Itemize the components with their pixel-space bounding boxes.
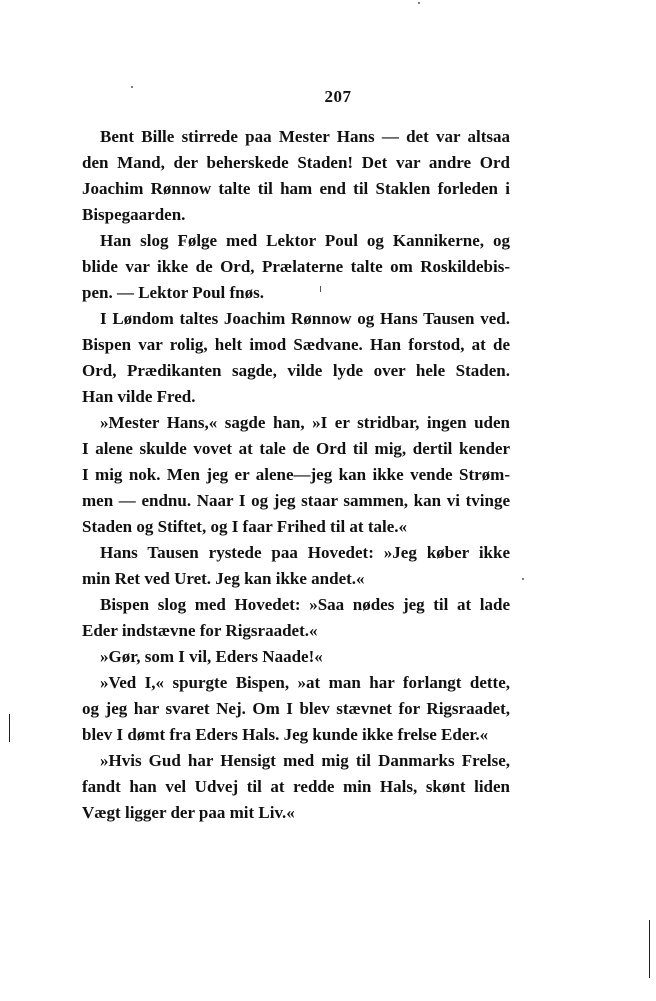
text-line: »Gør, som I vil, Eders Naade!« bbox=[100, 647, 323, 666]
text-line: den Mand, der beherskede Staden! Det var andre Ord bbox=[82, 153, 510, 172]
text-line: »Hvis Gud har Hensigt med mig til Danmarks Frelse, bbox=[100, 751, 510, 770]
text-line: I mig nok. Men jeg er alene—jeg kan ikke vende Strøm- bbox=[82, 465, 510, 484]
text-line: men — endnu. Naar I og jeg staar sammen, kan vi tvinge bbox=[82, 491, 510, 510]
text-line: min Ret ved Uret. Jeg kan ikke andet.« bbox=[82, 569, 365, 588]
scan-speck bbox=[131, 86, 133, 88]
text-line: og jeg har svaret Nej. Om I blev stævnet for Rigsraadet, bbox=[82, 699, 510, 718]
text-line: fandt han vel Udvej til at redde min Hals, skønt liden bbox=[82, 777, 510, 796]
text-line: Bispegaarden. bbox=[82, 205, 186, 224]
text-line: I alene skulde vovet at tale de Ord til mig, dertil kender bbox=[82, 439, 510, 458]
text-line: »Mester Hans,« sagde han, »I er stridbar, ingen uden bbox=[100, 413, 510, 432]
text-line: Bent Bille stirrede paa Mester Hans — det var altsaa bbox=[100, 127, 510, 146]
text-line: Hans Tausen rystede paa Hovedet: »Jeg køber ikke bbox=[100, 543, 510, 562]
left-margin-mark bbox=[9, 714, 10, 742]
right-margin-mark bbox=[649, 920, 650, 978]
text-line: Han slog Følge med Lektor Poul og Kannikerne, og bbox=[100, 231, 510, 250]
text-line: Han vilde Fred. bbox=[82, 387, 196, 406]
scan-speck bbox=[320, 286, 321, 292]
scan-speck bbox=[522, 578, 524, 580]
text-line: Staden og Stiftet, og I faar Frihed til at tale.« bbox=[82, 517, 408, 536]
text-line: Eder indstævne for Rigsraadet.« bbox=[82, 621, 318, 640]
text-line: Bispen slog med Hovedet: »Saa nødes jeg til at lade bbox=[100, 595, 510, 614]
page-number: 207 bbox=[324, 87, 352, 106]
text-line: pen. — Lektor Poul fnøs. bbox=[82, 283, 264, 302]
text-line: Vægt ligger der paa mit Liv.« bbox=[82, 803, 295, 822]
text-line: blide var ikke de Ord, Prælaterne talte om Roskildebis- bbox=[82, 257, 510, 276]
text-line: Ord, Prædikanten sagde, vilde lyde over hele Staden. bbox=[82, 361, 510, 380]
text-line: Joachim Rønnow talte til ham end til Staklen forleden i bbox=[82, 179, 510, 198]
text-line: I Løndom taltes Joachim Rønnow og Hans Tausen ved. bbox=[100, 309, 510, 328]
body-text bbox=[82, 124, 510, 826]
scan-speck bbox=[418, 2, 420, 4]
text-line: »Ved I,« spurgte Bispen, »at man har forlangt dette, bbox=[100, 673, 510, 692]
text-line: Bispen var rolig, helt imod Sædvane. Han forstod, at de bbox=[82, 335, 510, 354]
text-line: blev I dømt fra Eders Hals. Jeg kunde ikke frelse Eder.« bbox=[82, 725, 489, 744]
